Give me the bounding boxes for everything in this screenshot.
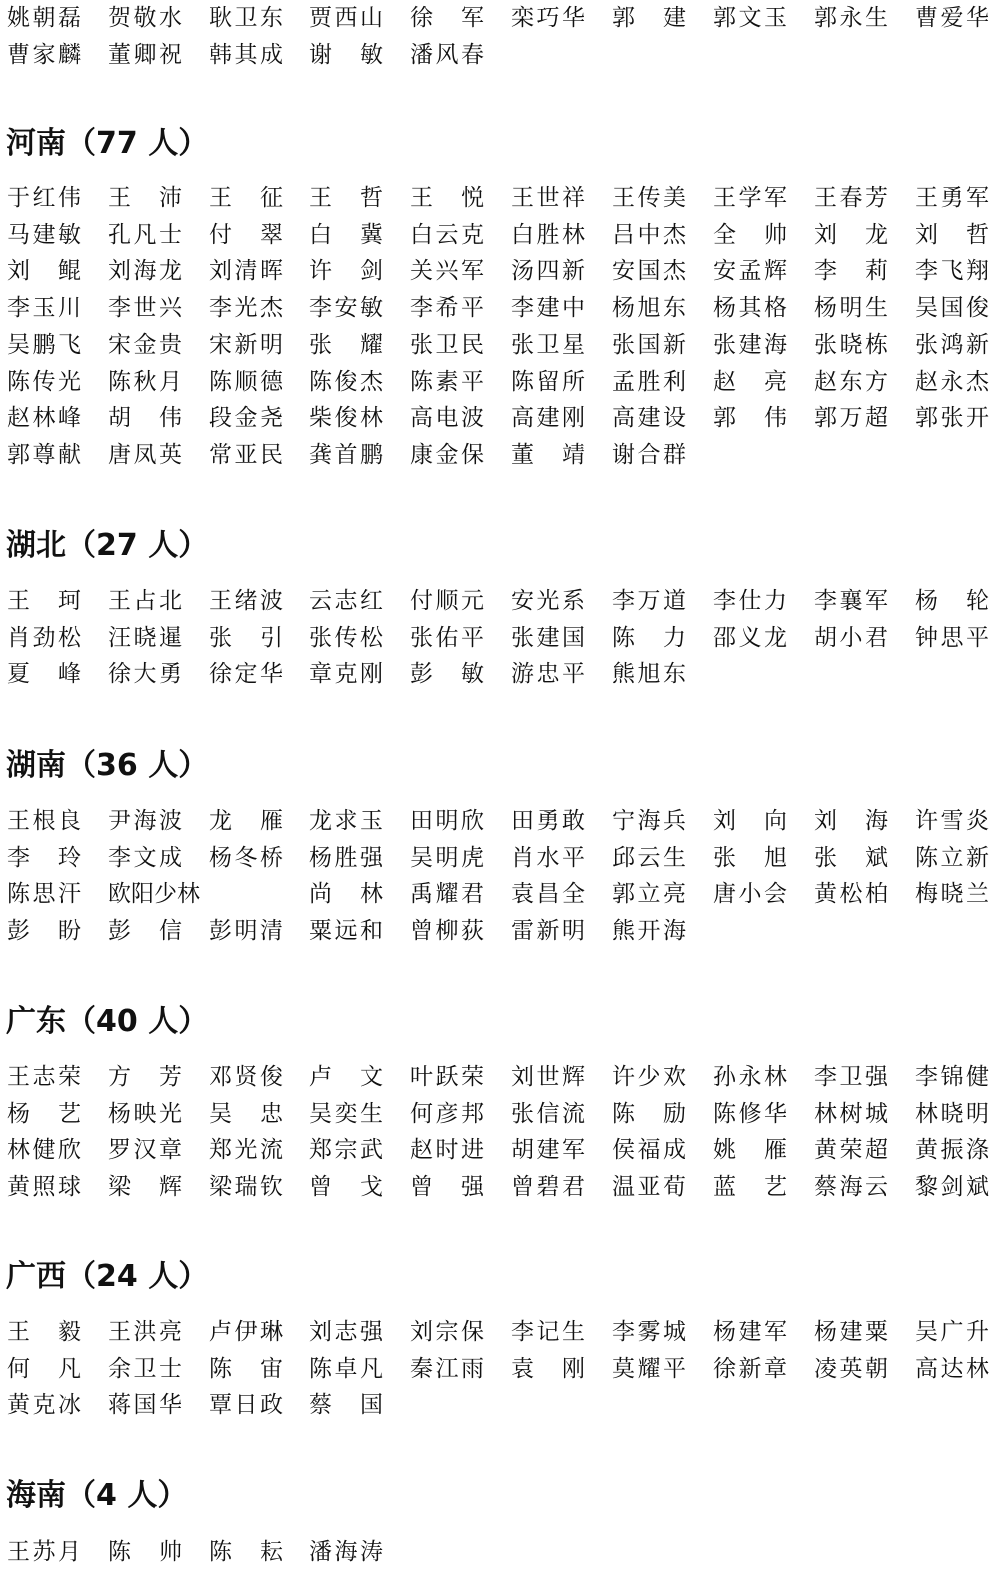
name-row (0, 1534, 1000, 1570)
person-name: 张 旭 (713, 844, 787, 871)
person-name: 龙求玉 (309, 808, 383, 834)
person-name: 游忠平 (511, 661, 585, 688)
person-name: 黄松柏 (814, 881, 888, 908)
person-name: 邵义龙 (713, 624, 787, 651)
name-row (0, 1169, 1000, 1205)
person-name: 刘 海 (814, 808, 888, 834)
person-name: 肖劲松 (7, 624, 81, 651)
person-name: 龙 雁 (209, 808, 283, 834)
person-name: 黄荣超 (814, 1137, 888, 1164)
person-name: 郭尊献 (7, 441, 81, 468)
person-name: 王春芳 (814, 185, 888, 211)
person-name: 陈卓凡 (309, 1355, 383, 1382)
person-name: 唐凤英 (108, 441, 182, 468)
person-name: 尚 林 (309, 881, 383, 908)
province-heading: 湖南（36 人） (6, 748, 209, 783)
province-heading: 湖北（27 人） (6, 528, 209, 563)
name-row (0, 1314, 1000, 1350)
person-name: 陈传光 (7, 368, 81, 395)
person-name: 方 芳 (108, 1064, 182, 1090)
person-name: 陈 力 (612, 624, 686, 651)
person-name: 杨建粟 (814, 1319, 888, 1345)
person-name: 陈秋月 (108, 368, 182, 395)
person-name: 郭万超 (814, 405, 888, 432)
person-name: 杨明生 (814, 295, 888, 322)
person-name: 高建设 (612, 405, 686, 432)
person-name: 彭 敏 (410, 661, 484, 688)
name-row (0, 37, 1000, 73)
person-name: 卢 文 (309, 1064, 383, 1090)
person-name: 尹海波 (108, 808, 182, 834)
person-name: 李卫强 (814, 1064, 888, 1090)
person-name: 胡建军 (511, 1137, 585, 1164)
person-name: 粟远和 (309, 918, 383, 945)
name-row (0, 583, 1000, 619)
person-name: 郭文玉 (713, 5, 787, 31)
person-name: 孙永林 (713, 1064, 787, 1090)
name-row (0, 437, 1000, 473)
person-name: 杨旭东 (612, 295, 686, 322)
person-name: 李仕力 (713, 588, 787, 614)
person-name: 宋金贵 (108, 331, 182, 358)
person-name: 常亚民 (209, 441, 283, 468)
province-heading: 河南（77 人） (6, 126, 209, 161)
person-name: 李万道 (612, 588, 686, 614)
person-name: 莫耀平 (612, 1355, 686, 1382)
person-name: 李 莉 (814, 258, 888, 285)
person-name: 邱云生 (612, 844, 686, 871)
person-name: 赵林峰 (7, 405, 81, 432)
person-name: 杨胜强 (309, 844, 383, 871)
person-name: 付 翠 (209, 221, 283, 248)
person-name: 彭 信 (108, 918, 182, 945)
person-name: 董卿祝 (108, 41, 182, 68)
person-name: 柴俊林 (309, 405, 383, 432)
person-name: 王 沛 (108, 185, 182, 211)
person-name: 袁 刚 (511, 1355, 585, 1382)
person-name: 吴鹏飞 (7, 331, 81, 358)
person-name: 王传美 (612, 185, 686, 211)
person-name: 林树城 (814, 1100, 888, 1127)
person-name: 梅晓兰 (915, 881, 989, 908)
person-name: 杨冬桥 (209, 844, 283, 871)
person-name: 刘海龙 (108, 258, 182, 285)
person-name: 吴广升 (915, 1319, 989, 1345)
name-row (0, 400, 1000, 436)
person-name: 熊开海 (612, 918, 686, 945)
person-name: 梁瑞钦 (209, 1174, 283, 1201)
person-name: 全 帅 (713, 221, 787, 248)
person-name: 温亚荀 (612, 1174, 686, 1201)
name-row (0, 253, 1000, 289)
person-name: 刘世辉 (511, 1064, 585, 1090)
person-name: 王根良 (7, 808, 81, 834)
person-name: 余卫士 (108, 1355, 182, 1382)
person-name: 刘 龙 (814, 221, 888, 248)
person-name: 李世兴 (108, 295, 182, 322)
person-name: 李锦健 (915, 1064, 989, 1090)
person-name: 龚首鹏 (309, 441, 383, 468)
person-name: 付顺元 (410, 588, 484, 614)
person-name: 汤四新 (511, 258, 585, 285)
person-name: 田勇敢 (511, 808, 585, 834)
person-name: 贾西山 (309, 5, 383, 31)
person-name: 张卫民 (410, 331, 484, 358)
person-name: 郭永生 (814, 5, 888, 31)
person-name: 张 斌 (814, 844, 888, 871)
person-name: 何 凡 (7, 1355, 81, 1382)
person-name: 胡 伟 (108, 405, 182, 432)
province-heading: 广东（40 人） (6, 1004, 209, 1039)
person-name: 赵时进 (410, 1137, 484, 1164)
person-name: 栾巧华 (511, 5, 585, 31)
person-name: 王绪波 (209, 588, 283, 614)
person-name: 李希平 (410, 295, 484, 322)
person-name: 安国杰 (612, 258, 686, 285)
person-name: 刘 哲 (915, 221, 989, 248)
person-name: 李飞翔 (915, 258, 989, 285)
person-name: 夏 峰 (7, 661, 81, 688)
person-name: 熊旭东 (612, 661, 686, 688)
person-name: 王苏月 (7, 1539, 81, 1565)
person-name: 康金保 (410, 441, 484, 468)
person-name: 李安敏 (309, 295, 383, 322)
person-name: 郑宗武 (309, 1137, 383, 1164)
person-name: 许雪炎 (915, 808, 989, 834)
person-name: 张鸿新 (915, 331, 989, 358)
person-name: 张信流 (511, 1100, 585, 1127)
person-name: 陈素平 (410, 368, 484, 395)
province-heading: 海南（4 人） (6, 1478, 188, 1513)
person-name: 陈 励 (612, 1100, 686, 1127)
person-name: 刘志强 (309, 1319, 383, 1345)
person-name: 蔡 国 (309, 1392, 383, 1419)
person-name: 曾柳荻 (410, 918, 484, 945)
person-name: 杨 艺 (7, 1100, 81, 1127)
person-name: 陈留所 (511, 368, 585, 395)
person-name: 叶跃荣 (410, 1064, 484, 1090)
person-name: 蓝 艺 (713, 1174, 787, 1201)
person-name: 陈 帅 (108, 1539, 182, 1565)
person-name: 张 引 (209, 624, 283, 651)
person-name: 卢伊琳 (209, 1319, 283, 1345)
person-name: 安孟辉 (713, 258, 787, 285)
person-name: 张建国 (511, 624, 585, 651)
person-name: 韩其成 (209, 41, 283, 68)
person-name: 吕中杰 (612, 221, 686, 248)
person-name: 黄照球 (7, 1174, 81, 1201)
person-name: 宋新明 (209, 331, 283, 358)
person-name: 白胜林 (511, 221, 585, 248)
person-name: 郑光流 (209, 1137, 283, 1164)
person-name: 王勇军 (915, 185, 989, 211)
person-name: 雷新明 (511, 918, 585, 945)
person-name: 董 靖 (511, 441, 585, 468)
person-name: 王 征 (209, 185, 283, 211)
person-name: 郭立亮 (612, 881, 686, 908)
person-name: 梁 辉 (108, 1174, 182, 1201)
person-name: 陈 宙 (209, 1355, 283, 1382)
person-name: 赵 亮 (713, 368, 787, 395)
person-name: 邓贤俊 (209, 1064, 283, 1090)
person-name: 彭 盼 (7, 918, 81, 945)
person-name: 郭 建 (612, 5, 686, 31)
person-name: 罗汉章 (108, 1137, 182, 1164)
person-name: 王 悦 (410, 185, 484, 211)
person-name: 耿卫东 (209, 5, 283, 31)
person-name: 陈 耘 (209, 1539, 283, 1565)
name-row (0, 656, 1000, 692)
person-name: 姚 雁 (713, 1137, 787, 1164)
person-name: 王志荣 (7, 1064, 81, 1090)
person-name: 曾 强 (410, 1174, 484, 1201)
person-name: 刘 向 (713, 808, 787, 834)
person-name: 潘风春 (410, 41, 484, 68)
person-name: 彭明清 (209, 918, 283, 945)
person-name: 秦江雨 (410, 1355, 484, 1382)
name-row (0, 217, 1000, 253)
person-name: 王 毅 (7, 1319, 81, 1345)
person-name: 孔凡士 (108, 221, 182, 248)
person-name: 曾 戈 (309, 1174, 383, 1201)
person-name: 钟思平 (915, 624, 989, 651)
person-name: 袁昌全 (511, 881, 585, 908)
person-name: 关兴军 (410, 258, 484, 285)
person-name: 安光系 (511, 588, 585, 614)
person-name: 张建海 (713, 331, 787, 358)
name-row (0, 1096, 1000, 1132)
person-name: 云志红 (309, 588, 383, 614)
name-row (0, 803, 1000, 839)
person-name: 刘宗保 (410, 1319, 484, 1345)
person-name: 章克刚 (309, 661, 383, 688)
person-name: 徐大勇 (108, 661, 182, 688)
person-name: 李记生 (511, 1319, 585, 1345)
name-row (0, 1351, 1000, 1387)
person-name: 李 玲 (7, 844, 81, 871)
person-name: 黄克冰 (7, 1392, 81, 1419)
person-name: 王洪亮 (108, 1319, 182, 1345)
person-name: 王世祥 (511, 185, 585, 211)
person-name: 李襄军 (814, 588, 888, 614)
person-name: 杨 轮 (915, 588, 989, 614)
name-row (0, 876, 1000, 912)
person-name: 侯福成 (612, 1137, 686, 1164)
person-name: 肖水平 (511, 844, 585, 871)
person-name: 徐定华 (209, 661, 283, 688)
person-name: 郭 伟 (713, 405, 787, 432)
person-name: 曹家麟 (7, 41, 81, 68)
person-name: 李建中 (511, 295, 585, 322)
person-name: 田明欣 (410, 808, 484, 834)
person-name: 高达林 (915, 1355, 989, 1382)
person-name: 张佑平 (410, 624, 484, 651)
person-name: 王 珂 (7, 588, 81, 614)
person-name: 陈思汗 (7, 881, 81, 908)
person-name: 吴奕生 (309, 1100, 383, 1127)
person-name: 汪晓暹 (108, 624, 182, 651)
person-name: 胡小君 (814, 624, 888, 651)
name-row (0, 327, 1000, 363)
person-name: 姚朝磊 (7, 5, 81, 31)
person-name: 陈顺德 (209, 368, 283, 395)
person-name: 赵东方 (814, 368, 888, 395)
person-name: 曹爱华 (915, 5, 989, 31)
person-name: 张 耀 (309, 331, 383, 358)
person-name: 刘清晖 (209, 258, 283, 285)
person-name: 马建敏 (7, 221, 81, 248)
person-name: 吴 忠 (209, 1100, 283, 1127)
person-name: 王占北 (108, 588, 182, 614)
person-name: 曾碧君 (511, 1174, 585, 1201)
person-name: 张国新 (612, 331, 686, 358)
person-name: 蔡海云 (814, 1174, 888, 1201)
person-name: 覃日政 (209, 1392, 283, 1419)
person-name: 陈立新 (915, 844, 989, 871)
person-name: 于红伟 (7, 185, 81, 211)
person-name: 李文成 (108, 844, 182, 871)
person-name: 郭张开 (915, 405, 989, 432)
person-name: 林健欣 (7, 1137, 81, 1164)
person-name: 许少欢 (612, 1064, 686, 1090)
person-name: 凌英朝 (814, 1355, 888, 1382)
person-name: 杨映光 (108, 1100, 182, 1127)
person-name: 贺敬水 (108, 5, 182, 31)
name-row (0, 1059, 1000, 1095)
person-name: 吴明虎 (410, 844, 484, 871)
person-name: 林晓明 (915, 1100, 989, 1127)
name-row (0, 620, 1000, 656)
name-row (0, 364, 1000, 400)
person-name: 李雾城 (612, 1319, 686, 1345)
person-name: 吴国俊 (915, 295, 989, 322)
person-name: 蒋国华 (108, 1392, 182, 1419)
person-name: 段金尧 (209, 405, 283, 432)
person-name: 李光杰 (209, 295, 283, 322)
person-name: 潘海涛 (309, 1539, 383, 1565)
person-name: 李玉川 (7, 295, 81, 322)
person-name: 杨建军 (713, 1319, 787, 1345)
person-name: 宁海兵 (612, 808, 686, 834)
name-row (0, 1387, 1000, 1423)
name-row (0, 1132, 1000, 1168)
person-name: 徐新章 (713, 1355, 787, 1382)
person-name: 张传松 (309, 624, 383, 651)
person-name: 高电波 (410, 405, 484, 432)
person-name: 孟胜利 (612, 368, 686, 395)
person-name: 张卫星 (511, 331, 585, 358)
person-name: 赵永杰 (915, 368, 989, 395)
name-row (0, 0, 1000, 36)
person-name: 白 冀 (309, 221, 383, 248)
person-name: 黎剑斌 (915, 1174, 989, 1201)
person-name: 何彦邦 (410, 1100, 484, 1127)
name-row (0, 913, 1000, 949)
person-name: 王 哲 (309, 185, 383, 211)
person-name: 杨其格 (713, 295, 787, 322)
person-name: 欧阳少林 (108, 881, 200, 908)
person-name: 唐小会 (713, 881, 787, 908)
person-name: 白云克 (410, 221, 484, 248)
name-row (0, 840, 1000, 876)
person-name: 禹耀君 (410, 881, 484, 908)
person-name: 谢 敏 (309, 41, 383, 68)
person-name: 张晓栋 (814, 331, 888, 358)
person-name: 陈俊杰 (309, 368, 383, 395)
person-name: 刘 鲲 (7, 258, 81, 285)
person-name: 黄振涤 (915, 1137, 989, 1164)
person-name: 高建刚 (511, 405, 585, 432)
name-row (0, 290, 1000, 326)
person-name: 徐 军 (410, 5, 484, 31)
person-name: 谢合群 (612, 441, 686, 468)
person-name: 许 剑 (309, 258, 383, 285)
person-name: 王学军 (713, 185, 787, 211)
person-name: 陈修华 (713, 1100, 787, 1127)
province-heading: 广西（24 人） (6, 1259, 209, 1294)
name-row (0, 180, 1000, 216)
